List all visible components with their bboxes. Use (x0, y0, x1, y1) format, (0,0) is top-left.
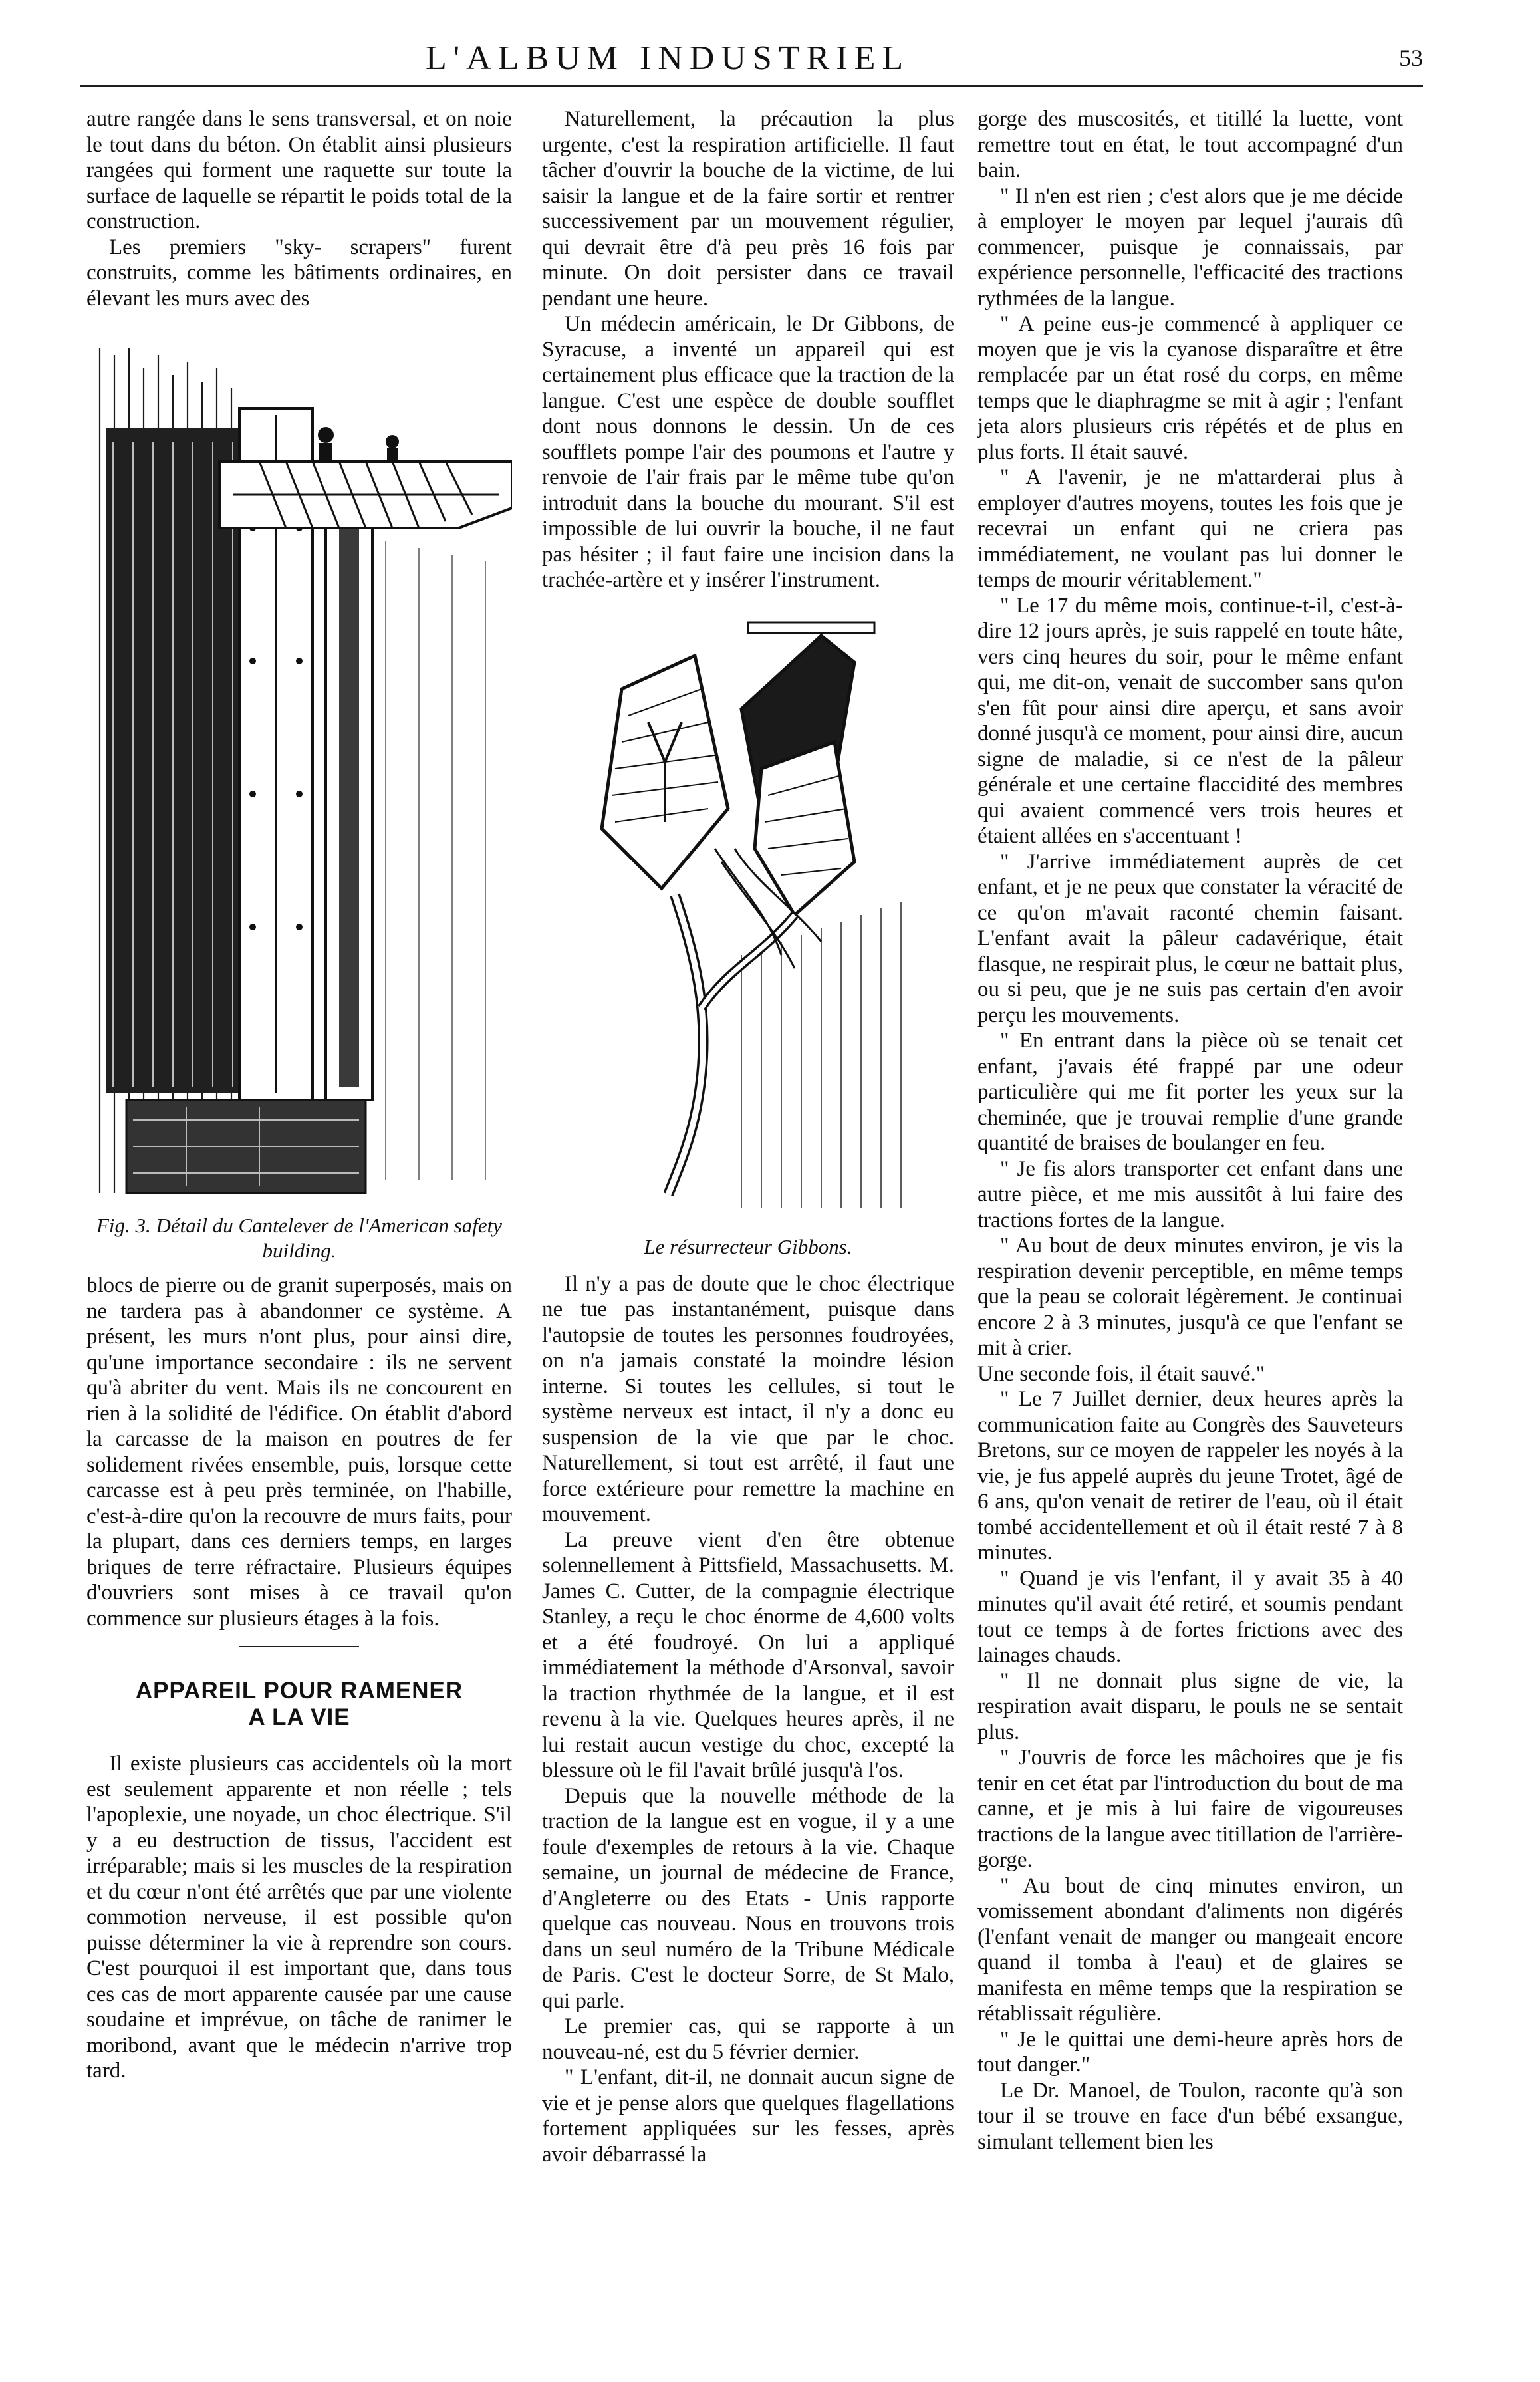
figure-cantilever (86, 329, 512, 1263)
paragraph: Depuis que la nouvelle méthode de la traction de la langue est en vogue, il y a une foule d'exemples de retours à la vie. Chaque semaine, un journal de médecine de France, d'Angleterre ou des Etats - Unis rapporte quelque cas nouveau. Nous en trouvons trois dans un seul numéro de la Tribune Médicale de Paris. C'est le docteur Sorre, de St Malo, qui parle. (542, 1784, 954, 2013)
column-1-text-top (86, 106, 512, 311)
resurrecteur-engraving (542, 609, 954, 1228)
paragraph: " A peine eus-je commencé à appliquer ce moyen que je vis la cyanose disparaître et être remplacée par un état rosé du corps, en même temps que le diaphragme se mit à agir ; l'enfant jeta alors plusieurs cris répétés et de plus en plus forts. Il était sauvé. (977, 312, 1403, 464)
paragraph: Il existe plusieurs cas accidentels où la mort est seulement apparente et non réelle ; tels l'apoplexie, une noyade, un choc électrique. S'il y a eu destruction de tissus, l'accident est irréparable; mais si les muscles de la respiration et du cœur n'ont été arrêtés que par une violente commotion nerveuse, il est possible qu'on puisse déterminer la vie à reprendre son cours. C'est pourquoi il est important que, dans tous ces cas de mort apparente causée par une cause soudaine et imprévue, on tâche de ranimer le moribond, avant que le médecin n'arrive trop tard. (86, 1752, 512, 2083)
section-heading (86, 1678, 512, 1731)
cantilever-engraving (86, 329, 512, 1200)
section-heading-line-1: APPAREIL POUR RAMENER (135, 1678, 463, 1704)
paragraph: " En entrant dans la pièce où se tenait cet enfant, j'avais été frappé par une odeur particulière qui me fit porter les yeux sur la cheminée, que je trouvai remplie d'une grande quantité de braises de boulanger en feu. (977, 1029, 1403, 1155)
paragraph: Une seconde fois, il était sauvé." (977, 1361, 1265, 1386)
paragraph: " Quand je vis l'enfant, il y avait 35 à 40 minutes qu'il avait été retiré, et soumis pendant tout ce temps à de fortes frictions avec des lainages chauds. (977, 1566, 1403, 1667)
figure-caption: Le résurrecteur Gibbons. (644, 1234, 852, 1258)
paragraph: blocs de pierre ou de granit superposés, mais on ne tardera pas à abandonner ce système. A présent, les murs n'ont plus, pour ainsi dire, qu'une importance secondaire : ils ne servent qu'à abriter du vent. Mais ils ne concourent en rien à la solidité de l'édifice. On établit d'abord la carcasse de la maison en poutres de fer solidement rivées ensemble, puis, lorsque cette carcasse est à peu près terminée, on l'habille, c'est-à-dire qu'on la recouvre de murs faits, pour la plupart, dans ces derniers temps, en larges briques de terre réfractaire. Plusieurs équipes d'ouvriers sont mises à ce travail qu'on commence sur plusieurs étages à la fois. (86, 1273, 512, 1631)
paragraph: " J'ouvris de force les mâchoires que je fis tenir en cet état par l'introduction du bout de ma canne, et je mis à lui faire de vigoureuses tractions de la langue avec titillation de l'arrière-gorge. (977, 1746, 1403, 1872)
paragraph: " Il n'en est rien ; c'est alors que je me décide à employer le moyen par lequel j'aurais dû commencer, puisque je connaissais, par expérience personnelle, l'efficacité des tractions rythmées de la langue. (977, 184, 1403, 311)
section-divider (239, 1646, 359, 1647)
page-number: 53 (1399, 45, 1423, 71)
page-header (80, 39, 1423, 85)
paragraph: Naturellement, la précaution la plus urgente, c'est la respiration artificielle. Il faut tâcher d'ouvrir la bouche de la victime, de lui saisir la langue et de la faire sortir et rentrer successivement par un mouvement régulier, qui devrait être d'à peu près 16 fois par minute. On doit persister dans ce travail pendant une heure. (542, 107, 954, 311)
column-3-text (977, 106, 1403, 2155)
paragraph: " Il ne donnait plus signe de vie, la respiration avait disparu, le pouls ne se sentait plus. (977, 1668, 1403, 1744)
paragraph: Un médecin américain, le Dr Gibbons, de Syracuse, a inventé un appareil qui est certainement plus efficace que la traction de la langue. C'est une espèce de double soufflet dont nous donnons le dessin. Un de ces soufflets pompe l'air des poumons et l'autre y renvoie de l'air frais par le même tube qu'on introduit dans la bouche du mourant. S'il est impossible de lui ouvrir la bouche, il ne faut pas hésiter ; il faut faire une incision dans la trachée-artère et y insérer l'instrument. (542, 312, 954, 592)
column-1-text-appareil (86, 1751, 512, 2084)
column-2 (542, 106, 954, 2167)
paragraph: " L'enfant, dit-il, ne donnait aucun signe de vie et je pense alors que quelques flagellations fortement appliquées sur les fesses, après avoir débarrassé la (542, 2065, 954, 2167)
header-rule (80, 85, 1423, 87)
running-title: L'ALBUM INDUSTRIEL (426, 39, 910, 77)
paragraph: gorge des muscosités, et titillé la luette, vont remettre tout en état, le tout accompagné d'un bain. (977, 107, 1403, 182)
paragraph: Le premier cas, qui se rapporte à un nouveau-né, est du 5 février dernier. (542, 2014, 954, 2064)
column-2-text-bottom (542, 1271, 954, 2168)
paragraph: Le Dr. Manoel, de Toulon, raconte qu'à son tour il se trouve en face d'un bébé exsangue, simulant tellement bien les (977, 2078, 1403, 2154)
paragraph: Il n'y a pas de doute que le choc électrique ne tue pas instantanément, puisque dans l'autopsie de toutes les personnes foudroyées, on n'a jamais constaté la moindre lésion interne. Si toutes les cellules, si tout le système nerveux est intact, il n'y a donc eu suspension de la vie que par le choc. Naturellement, si tout est arrêté, il faut une force extérieure pour remettre la machine en mouvement. (542, 1271, 954, 1526)
paragraph: " A l'avenir, je ne m'attarderai plus à employer d'autres moyens, toutes les fois que je recevrai un enfant qui ne criera pas immédiatement, ne voulant pas lui donner le temps de mourir véritablement." (977, 465, 1403, 592)
column-3 (977, 106, 1403, 2155)
figure-caption: Fig. 3. Détail du Cantelever de l'American safety building. (96, 1214, 503, 1262)
section-heading-line-2: A LA VIE (248, 1704, 350, 1730)
column-1 (86, 106, 512, 2084)
paragraph: " J'arrive immédiatement auprès de cet enfant, et je ne peux que constater la véracité de ce qu'on m'avait raconté chemin faisant. L'enfant avait la pâleur cadavérique, était flasque, ne respirait plus, le cœur ne battait plus, ou si peu, que je ne suis pas certain d'en avoir perçu les mouvements. (977, 849, 1403, 1027)
column-1-text-bottom (86, 1273, 512, 1631)
paragraph: " Au bout de cinq minutes environ, un vomissement abondant d'aliments non digérés (l'enfant venait de manger ou mangeait encore quand il tomba à l'eau) et de glaires se manifesta en même temps que la respiration se rétablissait régulière. (977, 1873, 1403, 2026)
paragraph: " Au bout de deux minutes environ, je vis la respiration devenir perceptible, en même temps que la peau se colorait légèrement. Je continuai encore 2 à 3 minutes, jusqu'à ce que l'enfant se mit à crier. (977, 1234, 1403, 1360)
paragraph: " Le 7 Juillet dernier, deux heures après la communication faite au Congrès des Sauveteurs Bretons, sur ce moyen de rappeler les noyés à la vie, je fus appelé auprès du jeune Trotet, âgé de 6 ans, qu'on venait de retirer de l'eau, où il était tombé accidentellement et où il était resté 7 à 8 minutes. (977, 1387, 1403, 1565)
paragraph: La preuve vient d'en être obtenue solennellement à Pittsfield, Massachusetts. M. James C. Cutter, de la compagnie électrique Stanley, a reçu le choc énorme de 4,600 volts et a été foudroyé. On lui a appliqué immédiatement la méthode d'Arsonval, savoir la traction rhythmée de la langue, et il est revenu à la vie. Quelques heures après, il ne lui restait aucun vestige du choc, excepté la blessure où le fil l'avait brûlé jusqu'à l'os. (542, 1527, 954, 1782)
paragraph: Les premiers "sky- scrapers" furent construits, comme les bâtiments ordinaires, en élevant les murs avec des (86, 235, 512, 311)
paragraph: " Je le quittai une demi-heure après hors de tout danger." (977, 2027, 1403, 2077)
paragraph: autre rangée dans le sens transversal, et on noie le tout dans du béton. On établit ainsi plusieurs rangées qui forment une raquette sur toute la surface de laquelle se répartit le poids total de la construction. (86, 107, 512, 233)
paragraph: " Le 17 du même mois, continue-t-il, c'est-à-dire 12 jours après, je suis rappelé en toute hâte, vers cinq heures du soir, pour le même enfant qui, me dit-on, venait de succomber sans qu'on s'en fût pour ainsi dire aperçu, et sans avoir donné jusqu'à ce moment, pour ainsi dire, aucun signe de maladie, si ce n'est de la pâleur générale et une certaine flaccidité des membres qui avaient commencé vers trois heures et étaient allées en s'accentuant ! (977, 593, 1403, 848)
column-2-text-top (542, 106, 954, 593)
paragraph: " Je fis alors transporter cet enfant dans une autre pièce, et me mis aussitôt à lui faire des tractions fortes de la langue. (977, 1156, 1403, 1232)
figure-resurrecteur (542, 609, 954, 1259)
